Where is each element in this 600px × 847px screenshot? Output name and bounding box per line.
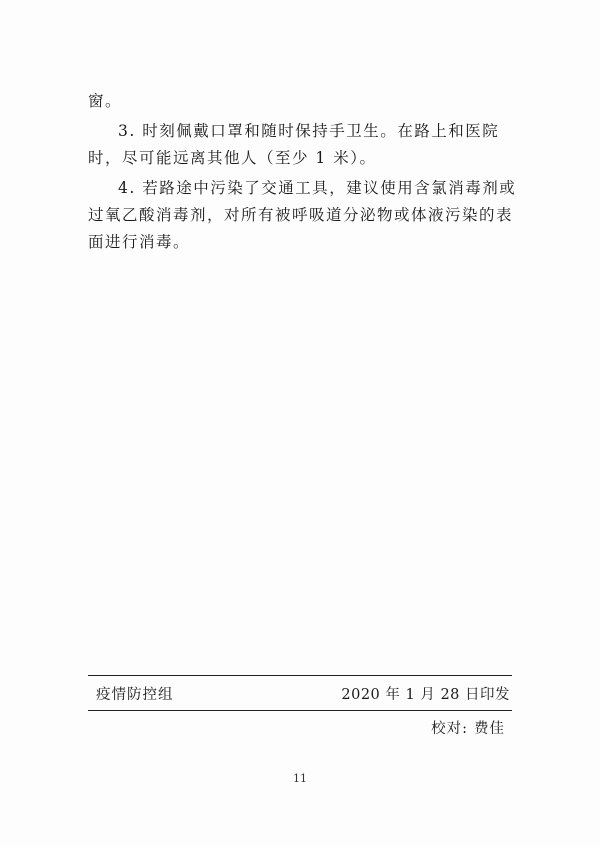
paragraph-continuation: 窗。 bbox=[88, 92, 123, 110]
paragraph-item-3: 3. 时刻佩戴口罩和随时保持手卫生。在路上和医院时，尽可能远离其他人（至少 1 米）。 bbox=[88, 122, 500, 167]
proofreader bbox=[431, 717, 505, 738]
issuer-name: 疫情防控组 bbox=[96, 687, 174, 703]
proofreader-label: 校对: bbox=[431, 721, 468, 737]
page-number: 11 bbox=[293, 772, 307, 785]
footer-middle-rule bbox=[88, 710, 512, 711]
issue-date: 2020 年 1 月 28 日印发 bbox=[341, 687, 510, 703]
footer-top-rule bbox=[88, 675, 512, 676]
body-text bbox=[88, 88, 518, 256]
paragraph-item-4: 4. 若路途中污染了交通工具，建议使用含氯消毒剂或过氧乙酸消毒剂，对所有被呼吸道分泌物或体液污染的表面进行消毒。 bbox=[88, 179, 517, 251]
proofreader-name: 费佳 bbox=[474, 721, 505, 737]
